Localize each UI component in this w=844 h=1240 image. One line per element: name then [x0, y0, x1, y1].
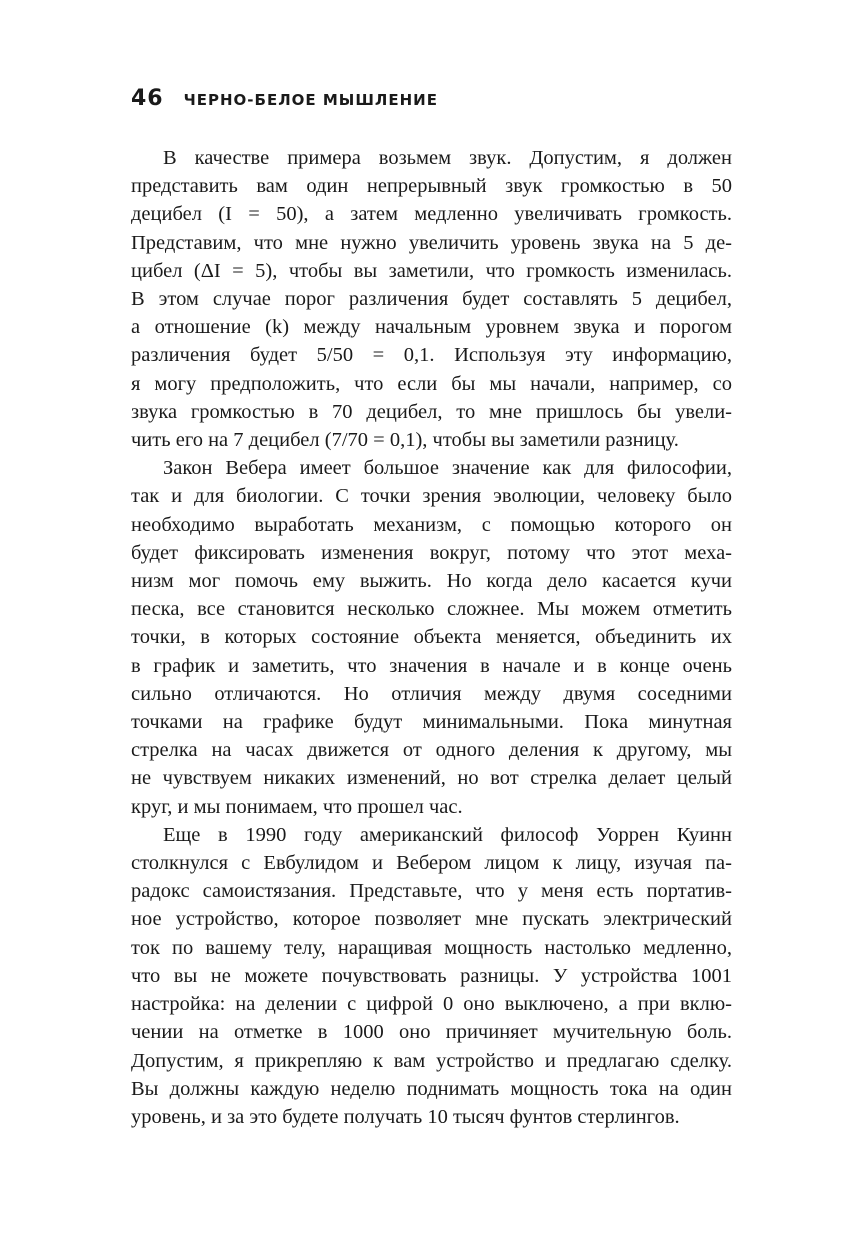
text-line: необходимо выработать механизм, с помощью которого он	[131, 513, 732, 536]
text-line: будет фиксировать изменения вокруг, потому что этот меха-	[131, 541, 732, 564]
text-line: ток по вашему телу, наращивая мощность настолько медленно,	[131, 936, 732, 959]
text-line: не чувствуем никаких изменений, но вот стрелка делает целый	[131, 767, 732, 790]
running-title: ЧЕРНО-БЕЛОЕ МЫШЛЕНИЕ	[183, 91, 438, 109]
text-line: различения будет 5/50 = 0,1. Используя эту информацию,	[131, 344, 732, 367]
text-line: сильно отличаются. Но отличия между двумя соседними	[131, 682, 732, 705]
text-line: точки, в которых состояние объекта меняется, объединить их	[131, 626, 732, 649]
page-number: 46	[131, 86, 164, 111]
text-line: а отношение (k) между начальным уровнем звука и порогом	[131, 316, 732, 339]
text-line: звука громкостью в 70 децибел, то мне пришлось бы увели-	[131, 400, 732, 423]
text-line: настройка: на делении с цифрой 0 оно выключено, а при вклю-	[131, 993, 732, 1016]
text-line: я могу предположить, что если бы мы начали, например, со	[131, 372, 732, 395]
text-line: Представим, что мне нужно увеличить уровень звука на 5 де-	[131, 231, 732, 254]
text-line: стрелка на часах движется от одного деления к другому, мы	[131, 739, 732, 762]
text-line: столкнулся с Евбулидом и Вебером лицом к лицу, изучая па-	[131, 852, 732, 875]
paragraph	[131, 821, 732, 1131]
text-line: чении на отметке в 1000 оно причиняет мучительную боль.	[131, 1021, 732, 1044]
text-line: В этом случае порог различения будет составлять 5 децибел,	[131, 288, 732, 311]
text-line: Еще в 1990 году американский философ Уоррен Куинн	[163, 823, 732, 846]
paragraph	[131, 454, 732, 821]
text-line: ное устройство, которое позволяет мне пускать электрический	[131, 908, 732, 931]
text-line: Допустим, я прикрепляю к вам устройство и предлагаю сделку.	[131, 1049, 732, 1072]
body-text	[131, 144, 732, 1131]
text-line: в график и заметить, что значения в начале и в конце очень	[131, 654, 732, 677]
text-line: круг, и мы понимаем, что прошел час.	[131, 795, 463, 818]
text-line: В качестве примера возьмем звук. Допустим, я должен	[163, 147, 732, 169]
text-line: что вы не можете почувствовать разницы. У устройства 1001	[131, 964, 732, 987]
text-line: так и для биологии. С точки зрения эволюции, человеку было	[131, 485, 732, 508]
text-line: Вы должны каждую неделю поднимать мощность тока на один	[131, 1077, 732, 1100]
text-line: цибел (ΔI = 5), чтобы вы заметили, что громкость изменилась.	[131, 259, 732, 282]
paragraph	[131, 144, 732, 454]
text-line: чить его на 7 децибел (7/70 = 0,1), чтобы вы заметили разницу.	[131, 429, 679, 452]
text-line: Закон Вебера имеет большое значение как для философии,	[163, 457, 732, 480]
text-line: низм мог помочь ему выжить. Но когда дело касается кучи	[131, 570, 732, 593]
text-line: уровень, и за это будете получать 10 тысяч фунтов стерлингов.	[131, 1105, 680, 1128]
text-line: точками на графике будут минимальными. Пока минутная	[131, 711, 732, 734]
text-line: децибел (I = 50), а затем медленно увеличивать громкость.	[131, 203, 732, 226]
text-line: песка, все становится несколько сложнее. Мы можем отметить	[131, 598, 732, 621]
text-line: представить вам один непрерывный звук громкостью в 50	[131, 175, 732, 198]
text-line: радокс самоистязания. Представьте, что у меня есть портатив-	[131, 880, 732, 903]
page-header	[131, 86, 438, 111]
